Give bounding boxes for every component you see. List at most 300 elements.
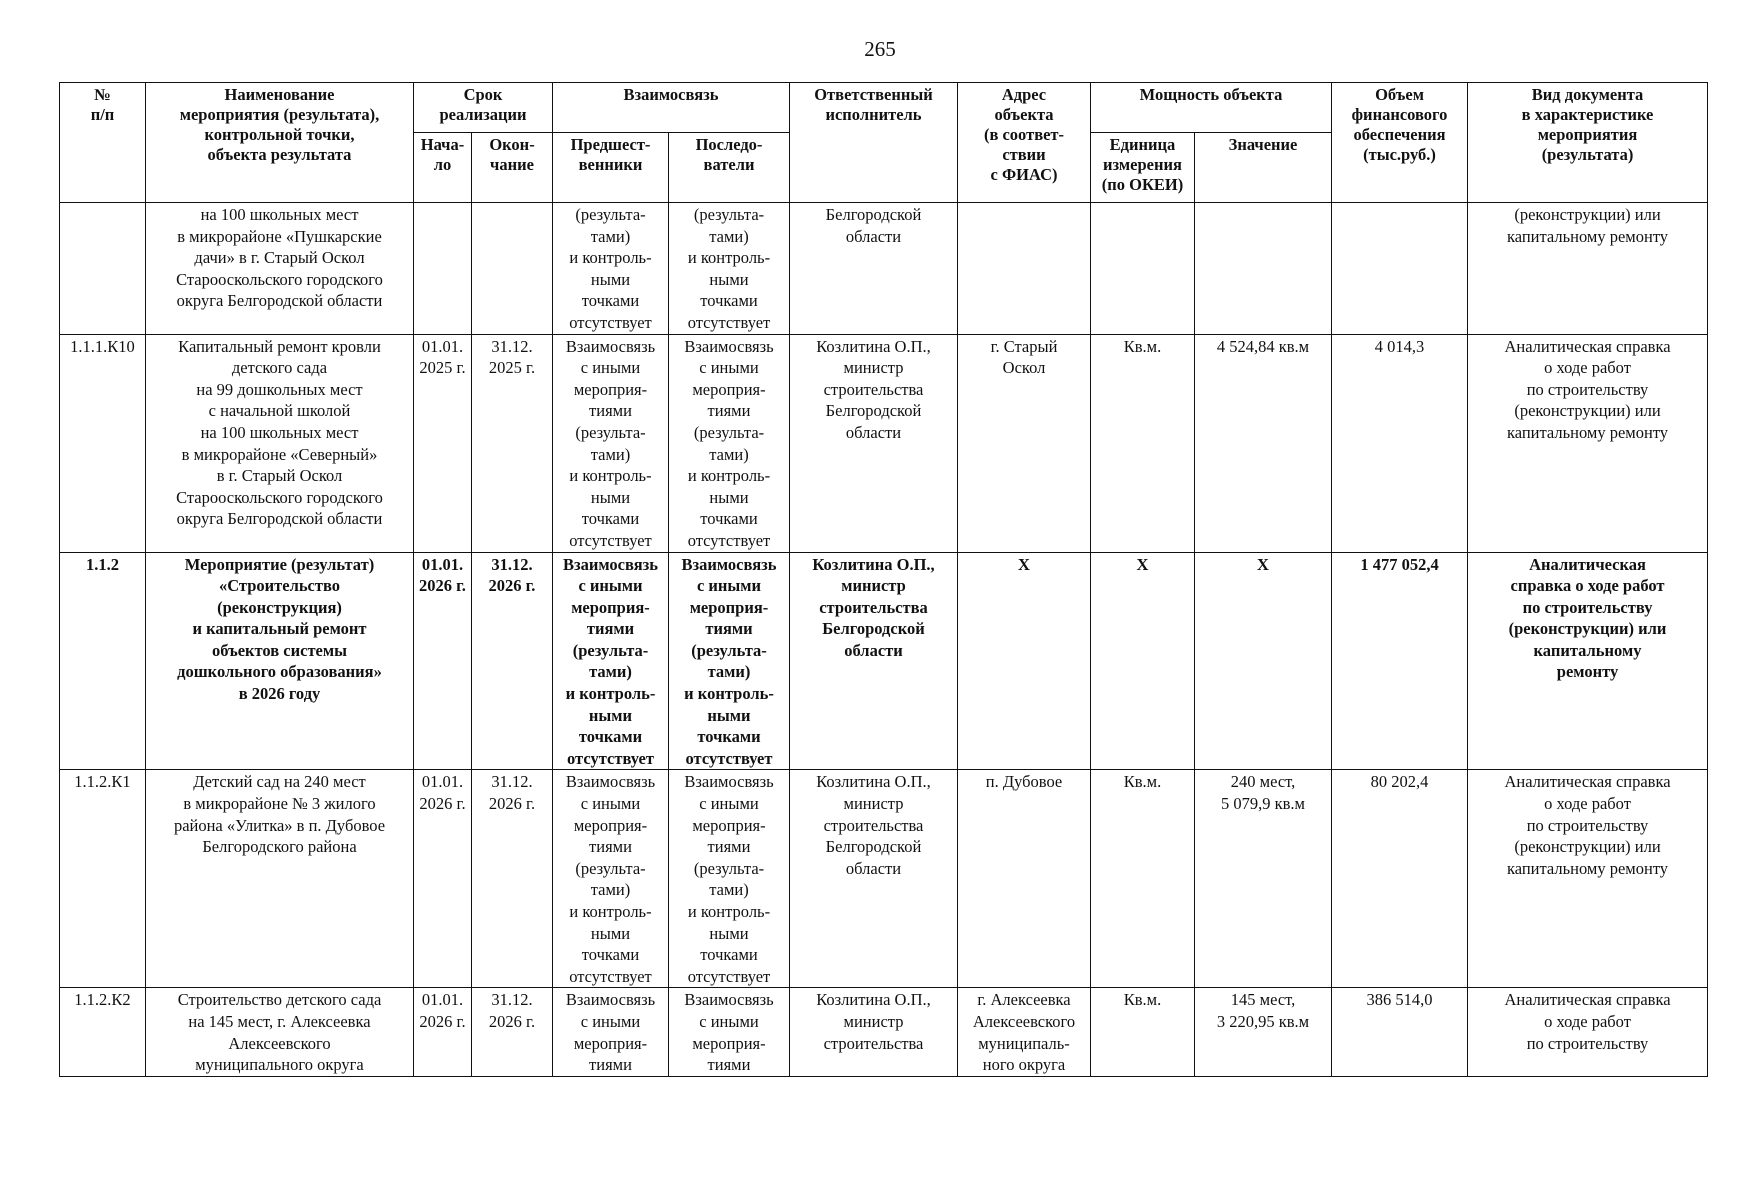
cell-text-line: измерения [1103, 155, 1182, 174]
cell-text-line: в 2026 году [238, 684, 321, 704]
cell-text-line: Наименование [224, 85, 335, 104]
cell-text-line: 01.01. [421, 336, 464, 356]
cell-start [414, 988, 472, 1076]
cell-end [472, 770, 553, 988]
cell-text-line: с иными [580, 1011, 641, 1031]
cell-text-line: п/п [90, 105, 115, 124]
cell-text-line: ными [709, 269, 749, 289]
cell-text-line: в характеристике [1521, 105, 1654, 124]
cell-text-line: Старооскольского городского [176, 269, 383, 289]
cell-text-line: Белгородской [825, 837, 922, 857]
cell-text-line: с ФИАС) [990, 165, 1058, 184]
cell-text-line: мероприя- [692, 379, 766, 399]
cell-text-line: в микрорайоне «Пушкарские [177, 226, 382, 246]
cell-text-line: объектов системы [211, 640, 347, 660]
cell-text-line: Мощность объекта [1139, 85, 1283, 104]
cell-text-line: мероприя- [692, 1033, 766, 1053]
cell-text-line: (реконструкции) или [1514, 401, 1661, 421]
cell-text-line: 1.1.1.К10 [70, 336, 135, 356]
cell-text-line: Козлитина О.П., [812, 554, 935, 574]
cell-text-line: точками [581, 945, 640, 965]
cell-end [472, 552, 553, 770]
cell-text-line: Взаимосвязь [565, 990, 656, 1010]
cell-text-line: 4 014,3 [1374, 336, 1425, 356]
cell-text-line: объекта результата [207, 145, 352, 164]
cell-text-line: по строительству [1526, 379, 1649, 399]
cell-text-line: и контроль- [569, 466, 652, 486]
cell-text-line: тиями [705, 619, 753, 639]
cell-text-line: Окон- [489, 135, 535, 154]
cell-text-line: Кв.м. [1123, 336, 1162, 356]
cell-text-line: ными [709, 487, 749, 507]
table-body [60, 203, 1708, 1077]
cell-text-line: отсутствует [685, 748, 773, 768]
cell-finance [1332, 334, 1468, 552]
header-finance [1332, 83, 1468, 203]
cell-text-line: «Строительство [218, 576, 341, 596]
cell-text-line: Капитальный ремонт кровли [178, 336, 381, 356]
cell-text-line: тами) [709, 880, 749, 900]
cell-text-line: 386 514,0 [1366, 990, 1433, 1010]
cell-text-line: тами) [589, 662, 632, 682]
cell-text-line: точками [581, 509, 640, 529]
cell-text-line: о ходе работ [1544, 1011, 1631, 1031]
cell-text-line: ными [707, 705, 751, 725]
cell-text-line: строительства [819, 597, 928, 617]
cell-text-line: тиями [707, 1055, 751, 1075]
cell-pred [553, 988, 669, 1076]
cell-text-line: отсутствует [687, 312, 771, 332]
cell-text-line: по строительству [1522, 597, 1653, 617]
cell-text-line: ватели [703, 155, 755, 174]
cell-doc [1468, 770, 1708, 988]
cell-text-line: района «Улитка» в п. Дубовое [173, 815, 386, 835]
cell-text-line: Старооскольского городского [176, 487, 383, 507]
plan-table [59, 82, 1708, 1077]
cell-unit [1091, 552, 1195, 770]
cell-text-line: Адрес [1001, 85, 1047, 104]
cell-text-line: капитальному ремонту [1506, 422, 1669, 442]
cell-name [146, 552, 414, 770]
cell-text-line: тиями [589, 401, 632, 421]
cell-unit [1091, 334, 1195, 552]
cell-text-line: мероприя- [692, 815, 766, 835]
cell-text-line: 2025 г. [488, 358, 536, 378]
table-row [60, 770, 1708, 988]
cell-text-line: мероприя- [573, 1033, 648, 1053]
cell-responsible [790, 203, 958, 335]
cell-succ [669, 770, 790, 988]
cell-finance [1332, 988, 1468, 1076]
cell-text-line: (реконструкции) или [1514, 837, 1661, 857]
cell-num [60, 988, 146, 1076]
cell-doc [1468, 203, 1708, 335]
cell-text-line: с иными [699, 358, 759, 378]
cell-text-line: мероприя- [573, 379, 648, 399]
cell-text-line: 145 мест, [1230, 990, 1296, 1010]
cell-text-line: ными [709, 923, 749, 943]
cell-text-line: мероприя- [571, 597, 650, 617]
cell-num [60, 770, 146, 988]
cell-text-line: дачи» в г. Старый Оскол [194, 248, 365, 268]
cell-responsible [790, 988, 958, 1076]
cell-text-line: венники [578, 155, 643, 174]
cell-unit [1091, 988, 1195, 1076]
cell-text-line: Белгородского района [202, 837, 357, 857]
cell-text-line: (результа- [575, 422, 646, 442]
cell-value [1195, 770, 1332, 988]
cell-text-line: точками [700, 509, 758, 529]
cell-text-line: ными [590, 269, 631, 289]
cell-text-line: в г. Старый Оскол [216, 466, 343, 486]
cell-text-line: 1.1.2.К1 [74, 772, 131, 792]
cell-text-line: строительства [823, 815, 924, 835]
cell-text-line: 2025 г. [419, 358, 466, 378]
cell-text-line: дошкольного образования» [177, 662, 382, 682]
cell-text-line: по строительству [1526, 815, 1649, 835]
cell-text-line: 01.01. [421, 772, 464, 792]
cell-text-line: по строительству [1526, 1033, 1649, 1053]
cell-text-line: области [845, 226, 902, 246]
cell-text-line: 2026 г. [488, 1011, 536, 1031]
cell-text-line: мероприя- [689, 597, 769, 617]
cell-text-line: Строительство детского сада [177, 990, 382, 1010]
cell-text-line: № [94, 85, 111, 104]
cell-text-line: округа Белгородской области [176, 291, 383, 311]
cell-text-line: тами) [707, 662, 751, 682]
cell-text-line: Х [1136, 554, 1149, 574]
cell-text-line: на 100 школьных мест [200, 422, 359, 442]
cell-text-line: (результа- [693, 205, 765, 224]
table-row [60, 334, 1708, 552]
cell-text-line: Вид документа [1531, 85, 1644, 104]
cell-text-line: области [844, 640, 903, 660]
cell-text-line: справка о ходе работ [1510, 576, 1665, 596]
cell-text-line: Козлитина О.П., [816, 990, 931, 1010]
cell-text-line: отсутствует [687, 530, 771, 550]
cell-pred [553, 552, 669, 770]
header-pred [553, 133, 669, 203]
cell-text-line: (результа- [575, 205, 646, 224]
header-relation [553, 83, 790, 133]
cell-text-line: капитальному ремонту [1506, 226, 1669, 246]
cell-text-line: и контроль- [687, 902, 771, 921]
cell-text-line: Мероприятие (результат) [184, 554, 375, 574]
cell-text-line: мероприятия [1537, 125, 1638, 144]
cell-text-line: министр [843, 1011, 904, 1031]
cell-text-line: тиями [589, 837, 632, 857]
cell-value [1195, 334, 1332, 552]
cell-text-line: Взаимосвязь [684, 990, 774, 1010]
cell-text-line: 240 мест, [1230, 772, 1296, 792]
cell-text-line: Х [1257, 554, 1269, 574]
cell-succ [669, 203, 790, 335]
header-succ [669, 133, 790, 203]
cell-num [60, 552, 146, 770]
cell-text-line: на 100 школьных мест [200, 205, 359, 224]
header-address [958, 83, 1091, 203]
cell-text-line: с иными [580, 358, 641, 378]
cell-finance [1332, 770, 1468, 988]
header-name [146, 83, 414, 203]
cell-start [414, 334, 472, 552]
cell-text-line: Взаимосвязь [563, 554, 658, 574]
cell-text-line: 80 202,4 [1370, 772, 1429, 792]
cell-pred [553, 334, 669, 552]
cell-text-line: Взаимосвязь [681, 554, 777, 574]
cell-text-line: ного округа [982, 1055, 1066, 1075]
cell-value [1195, 203, 1332, 335]
cell-address [958, 203, 1091, 335]
cell-start [414, 770, 472, 988]
cell-doc [1468, 988, 1708, 1076]
cell-text-line: (результата) [1541, 145, 1634, 164]
header-capacity [1091, 83, 1332, 133]
cell-value [1195, 552, 1332, 770]
cell-text-line: финансового [1351, 105, 1448, 124]
cell-text-line: тиями [707, 401, 751, 421]
cell-text-line: точками [581, 291, 640, 311]
cell-value [1195, 988, 1332, 1076]
cell-text-line: 2026 г. [419, 576, 466, 596]
cell-text-line: тами) [590, 444, 631, 464]
cell-text-line: с иными [699, 794, 759, 814]
cell-text-line: 1 477 052,4 [1360, 554, 1439, 574]
cell-text-line: г. Старый [990, 336, 1058, 356]
page-number: 265 [864, 37, 896, 61]
cell-text-line: Взаимосвязь [684, 772, 774, 792]
cell-text-line: области [845, 422, 902, 442]
cell-end [472, 334, 553, 552]
cell-start [414, 552, 472, 770]
cell-text-line: строительства [823, 379, 924, 399]
cell-text-line: министр [841, 576, 906, 596]
cell-text-line: (в соответ- [983, 125, 1065, 144]
cell-text-line: ремонту [1556, 662, 1619, 682]
cell-text-line: 1.1.2.К2 [74, 990, 131, 1010]
cell-text-line: ствии [1002, 145, 1046, 164]
cell-text-line: точками [700, 291, 758, 311]
cell-text-line: Срок [463, 85, 503, 104]
cell-text-line: 4 524,84 кв.м [1216, 336, 1310, 356]
cell-text-line: 2026 г. [419, 794, 466, 814]
cell-text-line: контрольной точки, [204, 125, 355, 144]
cell-text-line: 31.12. [491, 772, 533, 792]
cell-text-line: 31.12. [491, 554, 533, 574]
table-row [60, 552, 1708, 770]
cell-text-line: на 99 дошкольных мест [196, 379, 363, 399]
cell-finance [1332, 203, 1468, 335]
cell-text-line: Алексеевского [972, 1011, 1076, 1031]
cell-text-line: муниципального округа [195, 1055, 364, 1075]
cell-text-line: министр [843, 794, 904, 814]
cell-text-line: и контроль- [687, 466, 771, 486]
cell-name [146, 203, 414, 335]
cell-text-line: Аналитическая справка [1504, 336, 1671, 356]
cell-responsible [790, 334, 958, 552]
cell-text-line: 5 079,9 кв.м [1221, 794, 1305, 814]
cell-text-line: тиями [589, 1055, 632, 1075]
cell-text-line: о ходе работ [1544, 794, 1631, 814]
cell-text-line: и контроль- [684, 684, 774, 704]
cell-text-line: министр [843, 358, 904, 378]
cell-responsible [790, 770, 958, 988]
cell-text-line: Белгородской [825, 205, 922, 224]
cell-text-line: с начальной школой [208, 401, 351, 421]
header-term [414, 83, 553, 133]
cell-name [146, 988, 414, 1076]
cell-address [958, 770, 1091, 988]
header-start [414, 133, 472, 203]
cell-text-line: Аналитическая справка [1504, 772, 1671, 792]
table-row [60, 988, 1708, 1076]
cell-text-line: г. Алексеевка [977, 990, 1071, 1010]
cell-succ [669, 552, 790, 770]
cell-text-line: Объем [1375, 85, 1424, 104]
cell-text-line: п. Дубовое [985, 772, 1063, 792]
cell-address [958, 552, 1091, 770]
cell-text-line: реализации [439, 105, 527, 124]
cell-text-line: в микрорайоне № 3 жилого [183, 794, 376, 814]
cell-doc [1468, 552, 1708, 770]
cell-text-line: детского сада [231, 358, 328, 378]
cell-text-line: отсутствует [687, 966, 771, 986]
cell-text-line: муниципаль- [978, 1033, 1070, 1053]
cell-text-line: Детский сад на 240 мест [193, 772, 366, 792]
cell-text-line: Оскол [1002, 358, 1046, 378]
cell-start [414, 203, 472, 335]
cell-text-line: 31.12. [491, 990, 533, 1010]
cell-text-line: обеспечения [1353, 125, 1446, 144]
cell-text-line: мероприя- [573, 815, 648, 835]
cell-text-line: с иными [580, 794, 641, 814]
cell-text-line: округа Белгородской области [176, 509, 383, 529]
cell-text-line: (реконструкции) или [1508, 619, 1667, 639]
cell-text-line: точками [700, 945, 758, 965]
cell-finance [1332, 552, 1468, 770]
cell-text-line: тами) [709, 444, 749, 464]
header-responsible [790, 83, 958, 203]
cell-name [146, 334, 414, 552]
cell-text-line: (результа- [693, 422, 765, 442]
header-value [1195, 133, 1332, 203]
cell-text-line: (результа- [572, 640, 649, 660]
cell-address [958, 334, 1091, 552]
cell-text-line: Белгородской [825, 401, 922, 421]
cell-num [60, 334, 146, 552]
cell-text-line: капитальному [1533, 640, 1642, 660]
cell-num [60, 203, 146, 335]
cell-text-line: Ответственный [814, 85, 933, 104]
cell-text-line: отсутствует [569, 530, 652, 550]
cell-text-line: тиями [707, 837, 751, 857]
cell-text-line: Кв.м. [1123, 990, 1162, 1010]
cell-text-line: Кв.м. [1123, 772, 1162, 792]
cell-text-line: ными [590, 487, 631, 507]
cell-text-line: отсутствует [567, 748, 654, 768]
cell-text-line: Взаимосвязь [623, 85, 719, 104]
cell-pred [553, 770, 669, 988]
cell-text-line: 01.01. [421, 990, 464, 1010]
cell-text-line: и контроль- [569, 248, 652, 268]
cell-text-line: в микрорайоне «Северный» [181, 444, 378, 464]
cell-text-line: капитальному ремонту [1506, 858, 1669, 878]
cell-text-line: тами) [590, 880, 631, 900]
cell-text-line: строительства [823, 1033, 924, 1053]
cell-text-line: с иными [578, 576, 643, 596]
cell-text-line: с иными [696, 576, 762, 596]
cell-text-line: Взаимосвязь [565, 772, 656, 792]
cell-text-line: чание [490, 155, 534, 174]
cell-text-line: 31.12. [491, 336, 533, 356]
cell-text-line: и контроль- [687, 248, 771, 268]
cell-text-line: (по ОКЕИ) [1101, 175, 1184, 194]
cell-text-line: Аналитическая справка [1504, 990, 1671, 1010]
cell-text-line: и капитальный ремонт [192, 619, 367, 639]
cell-text-line: исполнитель [825, 105, 922, 124]
cell-text-line: Предшест- [570, 135, 651, 154]
cell-text-line: тами) [590, 226, 631, 246]
header-end [472, 133, 553, 203]
cell-text-line: (результа- [691, 640, 767, 660]
cell-text-line: объекта [994, 105, 1054, 124]
cell-text-line: отсутствует [569, 966, 652, 986]
cell-text-line: Алексеевского [228, 1033, 331, 1053]
cell-text-line: ло [433, 155, 452, 174]
cell-text-line: на 145 мест, г. Алексеевка [188, 1011, 371, 1031]
cell-text-line: и контроль- [569, 902, 652, 921]
cell-succ [669, 334, 790, 552]
cell-text-line: тиями [586, 619, 635, 639]
header-unit [1091, 133, 1195, 203]
cell-text-line: отсутствует [569, 312, 652, 332]
cell-text-line: ными [588, 705, 633, 725]
cell-text-line: ными [590, 923, 631, 943]
cell-text-line: Единица [1109, 135, 1176, 154]
cell-text-line: (реконструкция) [217, 597, 342, 617]
cell-text-line: о ходе работ [1544, 358, 1631, 378]
cell-text-line: 2026 г. [419, 1011, 466, 1031]
cell-unit [1091, 770, 1195, 988]
cell-text-line: Последо- [695, 135, 763, 154]
cell-address [958, 988, 1091, 1076]
cell-text-line: Взаимосвязь [565, 336, 656, 356]
cell-text-line: мероприятия (результата), [179, 105, 380, 124]
cell-name [146, 770, 414, 988]
cell-text-line: Х [1018, 554, 1030, 574]
cell-text-line: области [845, 858, 902, 878]
cell-text-line: 2026 г. [488, 576, 536, 596]
cell-text-line: 2026 г. [488, 794, 536, 814]
cell-pred [553, 203, 669, 335]
cell-doc [1468, 334, 1708, 552]
cell-text-line: Козлитина О.П., [816, 336, 931, 356]
cell-responsible [790, 552, 958, 770]
cell-text-line: тами) [709, 226, 749, 246]
cell-text-line: и контроль- [565, 684, 656, 704]
cell-text-line: 1.1.2 [86, 554, 119, 574]
cell-text-line: (реконструкции) или [1514, 205, 1661, 224]
table-row [60, 203, 1708, 335]
cell-text-line: Белгородской [822, 619, 925, 639]
cell-succ [669, 988, 790, 1076]
header-num [60, 83, 146, 203]
cell-text-line: Значение [1228, 135, 1298, 154]
cell-text-line: Козлитина О.П., [816, 772, 931, 792]
cell-text-line: (результа- [575, 858, 646, 878]
cell-text-line: Нача- [420, 135, 465, 154]
cell-end [472, 988, 553, 1076]
